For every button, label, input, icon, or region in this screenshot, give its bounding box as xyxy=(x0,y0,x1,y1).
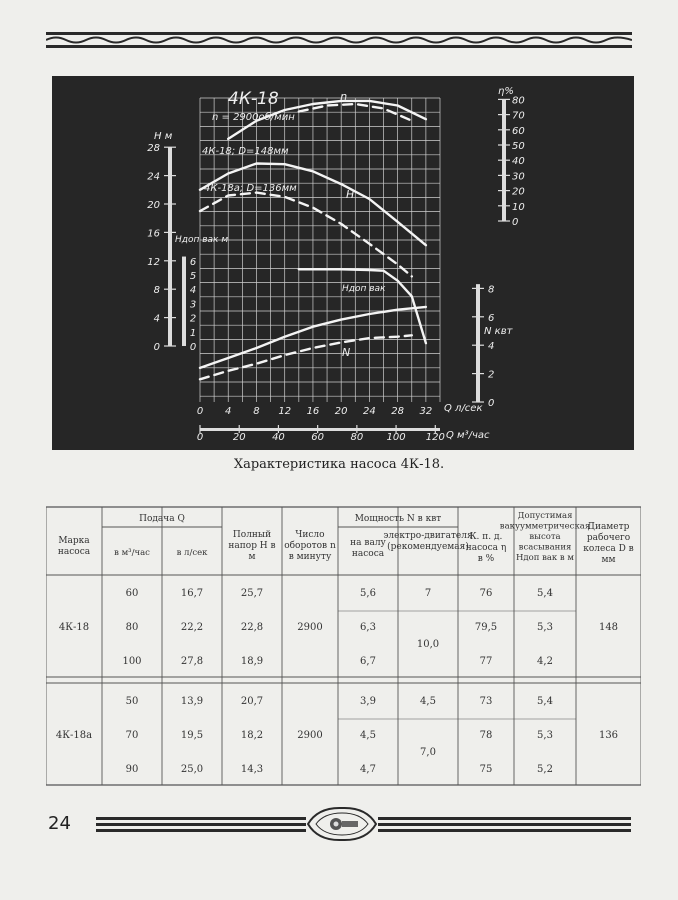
q-m3-axis-title: Q м³/час xyxy=(446,430,490,441)
chart-title: 4К-18 xyxy=(228,89,279,109)
cell-diameter: 148 xyxy=(598,622,619,633)
cell-suction: 5,3 xyxy=(537,730,553,741)
n-axis-title: N квт xyxy=(484,326,513,337)
cell-power-shaft: 4,7 xyxy=(360,764,376,775)
header-brand: Марка насоса xyxy=(57,536,91,557)
cell-power-motor: 10,0 xyxy=(416,639,440,650)
cell-power-shaft: 3,9 xyxy=(360,696,376,707)
q-m3-tick-label: 0 xyxy=(196,432,204,443)
cell-efficiency: 78 xyxy=(479,730,493,741)
eta-tick-label: 50 xyxy=(512,141,525,152)
q-ls-tick-label: 32 xyxy=(419,406,433,417)
h-tick-label: 8 xyxy=(153,285,160,297)
header-head: Полный напор H в м xyxy=(228,530,276,562)
q-ls-tick-label: 24 xyxy=(363,406,376,417)
h-axis-title: H м xyxy=(154,131,173,142)
eta-tick-label: 40 xyxy=(512,156,525,168)
n-tick-label: 4 xyxy=(488,341,495,353)
hvak-tick-label: 5 xyxy=(189,271,197,282)
curve-hvak-label: Hдоп вак xyxy=(342,284,386,294)
label-impeller-136: 4К-18а; D=136мм xyxy=(204,183,297,194)
pump-characteristic-chart xyxy=(52,76,634,450)
q-m3-tick-label: 120 xyxy=(425,432,445,443)
q-ls-tick-label: 0 xyxy=(196,406,204,417)
eta-tick-label: 80 xyxy=(512,95,525,107)
hvak-tick-label: 2 xyxy=(189,313,197,325)
eta-tick-label: 60 xyxy=(512,125,525,137)
q-ls-tick-label: 16 xyxy=(306,406,320,417)
cell-flow-m3: 70 xyxy=(125,730,139,741)
chart-speed-label: n = 2900об/мин xyxy=(212,112,295,123)
header-flow-ls: в л/сек xyxy=(176,548,208,558)
h-tick-label: 16 xyxy=(147,228,160,240)
cell-suction: 5,2 xyxy=(537,764,553,775)
curve-eta-label: η xyxy=(340,90,347,103)
cell-head: 18,2 xyxy=(240,730,264,741)
cell-flow-m3: 60 xyxy=(125,588,139,599)
table-svg xyxy=(46,505,641,787)
curve-hvak-solid xyxy=(299,269,426,343)
cell-head: 20,7 xyxy=(240,696,264,707)
hvak-tick-label: 1 xyxy=(189,327,197,339)
cell-flow-ls: 19,5 xyxy=(180,730,204,741)
q-ls-tick-label: 4 xyxy=(225,406,232,417)
cell-power-motor: 7 xyxy=(424,588,432,599)
cell-flow-ls: 22,2 xyxy=(180,622,204,633)
q-m3-axis-bar xyxy=(200,428,440,431)
q-m3-tick-label: 20 xyxy=(232,432,246,443)
curve-h-label: H xyxy=(346,188,355,201)
cell-flow-ls: 16,7 xyxy=(180,588,204,599)
cell-flow-m3: 80 xyxy=(125,622,139,633)
q-ls-tick-label: 28 xyxy=(391,406,405,417)
curve-h-dashed xyxy=(200,193,412,277)
cell-suction: 5,4 xyxy=(537,588,553,599)
header-diameter: Диаметр рабочего колеса D в мм xyxy=(583,522,634,565)
cell-brand: 4К-18 xyxy=(58,622,90,633)
eta-tick-label: 30 xyxy=(512,171,525,183)
cell-suction: 4,2 xyxy=(537,656,553,667)
h-tick-label: 0 xyxy=(153,342,160,353)
h-axis-bar xyxy=(168,147,172,346)
hvak-tick-label: 6 xyxy=(189,256,197,268)
chart-svg xyxy=(52,76,634,450)
bottom-ornament-border xyxy=(96,805,631,845)
q-m3-tick-label: 100 xyxy=(386,432,406,443)
n-tick-label: 2 xyxy=(488,369,495,381)
h-tick-label: 4 xyxy=(153,313,160,325)
n-axis-bar xyxy=(476,284,480,402)
cell-power-shaft: 4,5 xyxy=(360,730,376,741)
hvak-tick-label: 4 xyxy=(189,285,197,297)
q-m3-tick-label: 40 xyxy=(272,432,285,443)
pump-emblem-icon xyxy=(308,808,376,840)
label-impeller-148: 4К-18; D=148мм xyxy=(202,146,289,157)
q-ls-tick-label: 12 xyxy=(278,406,292,417)
q-m3-tick-label: 80 xyxy=(350,432,364,443)
pump-data-table xyxy=(46,505,641,787)
cell-head: 22,8 xyxy=(240,622,264,633)
hvak-tick-label: 0 xyxy=(189,342,197,353)
eta-tick-label: 0 xyxy=(512,217,519,228)
page-number: 24 xyxy=(48,813,71,834)
header-efficiency: К. п. д. насоса η в % xyxy=(465,532,507,564)
header-power-shaft: на валу насоса xyxy=(350,538,386,559)
eta-tick-label: 20 xyxy=(512,186,525,198)
header-flow-m3: в м³/час xyxy=(114,548,150,558)
q-ls-tick-label: 20 xyxy=(334,406,348,417)
cell-head: 14,3 xyxy=(240,764,264,775)
h-tick-label: 28 xyxy=(147,143,160,155)
curve-n-label: N xyxy=(342,346,351,359)
chart-caption: Характеристика насоса 4К-18. xyxy=(233,457,445,472)
cell-efficiency: 75 xyxy=(479,764,493,775)
hvak-axis-bar xyxy=(182,257,186,346)
cell-head: 18,9 xyxy=(240,656,264,667)
n-tick-label: 8 xyxy=(488,284,495,296)
cell-flow-ls: 25,0 xyxy=(180,764,204,775)
n-tick-label: 0 xyxy=(488,398,495,409)
eta-axis-title: η% xyxy=(498,86,514,97)
cell-power-motor: 4,5 xyxy=(420,696,436,707)
cell-flow-ls: 13,9 xyxy=(180,696,204,707)
cell-flow-m3: 90 xyxy=(125,764,139,775)
cell-flow-ls: 27,8 xyxy=(180,656,204,667)
header-power-motor: электро-двигателя (рекомендуемая) xyxy=(383,531,473,552)
cell-power-motor: 7,0 xyxy=(420,747,436,758)
header-flow: Подача Q xyxy=(139,514,185,524)
header-suction: Допустимая вакуумметрическая высота всасывания Hдоп вак в м xyxy=(499,511,591,563)
q-ls-tick-label: 8 xyxy=(253,406,260,417)
cell-efficiency: 76 xyxy=(479,588,493,599)
cell-efficiency: 79,5 xyxy=(474,622,498,633)
cell-suction: 5,4 xyxy=(537,696,553,707)
hvak-axis-title: Hдоп вак м xyxy=(175,235,229,245)
cell-suction: 5,3 xyxy=(537,622,553,633)
cell-flow-m3: 50 xyxy=(125,696,139,707)
cell-efficiency: 73 xyxy=(479,696,493,707)
h-tick-label: 12 xyxy=(147,256,160,268)
header-power: Мощность N в квт xyxy=(354,514,442,524)
cell-flow-m3: 100 xyxy=(122,656,142,667)
q-m3-tick-label: 60 xyxy=(311,432,325,443)
cell-power-shaft: 6,3 xyxy=(360,622,376,633)
n-tick-label: 6 xyxy=(488,312,495,324)
cell-efficiency: 77 xyxy=(479,656,493,667)
cell-diameter: 136 xyxy=(598,730,619,741)
cell-speed: 2900 xyxy=(297,622,323,633)
h-tick-label: 20 xyxy=(147,200,160,211)
cell-power-shaft: 6,7 xyxy=(360,656,376,667)
eta-tick-label: 70 xyxy=(512,110,525,122)
q-ls-axis-title: Q л/сек xyxy=(444,403,483,414)
cell-speed: 2900 xyxy=(297,730,323,741)
top-ornament-border xyxy=(46,32,632,48)
cell-head: 25,7 xyxy=(240,588,264,599)
header-speed: Число оборотов n в минуту xyxy=(284,530,336,562)
cell-power-shaft: 5,6 xyxy=(360,588,376,599)
cell-brand: 4К-18а xyxy=(55,730,93,741)
hvak-tick-label: 3 xyxy=(189,299,197,311)
eta-tick-label: 10 xyxy=(512,201,525,213)
h-tick-label: 24 xyxy=(147,171,160,183)
